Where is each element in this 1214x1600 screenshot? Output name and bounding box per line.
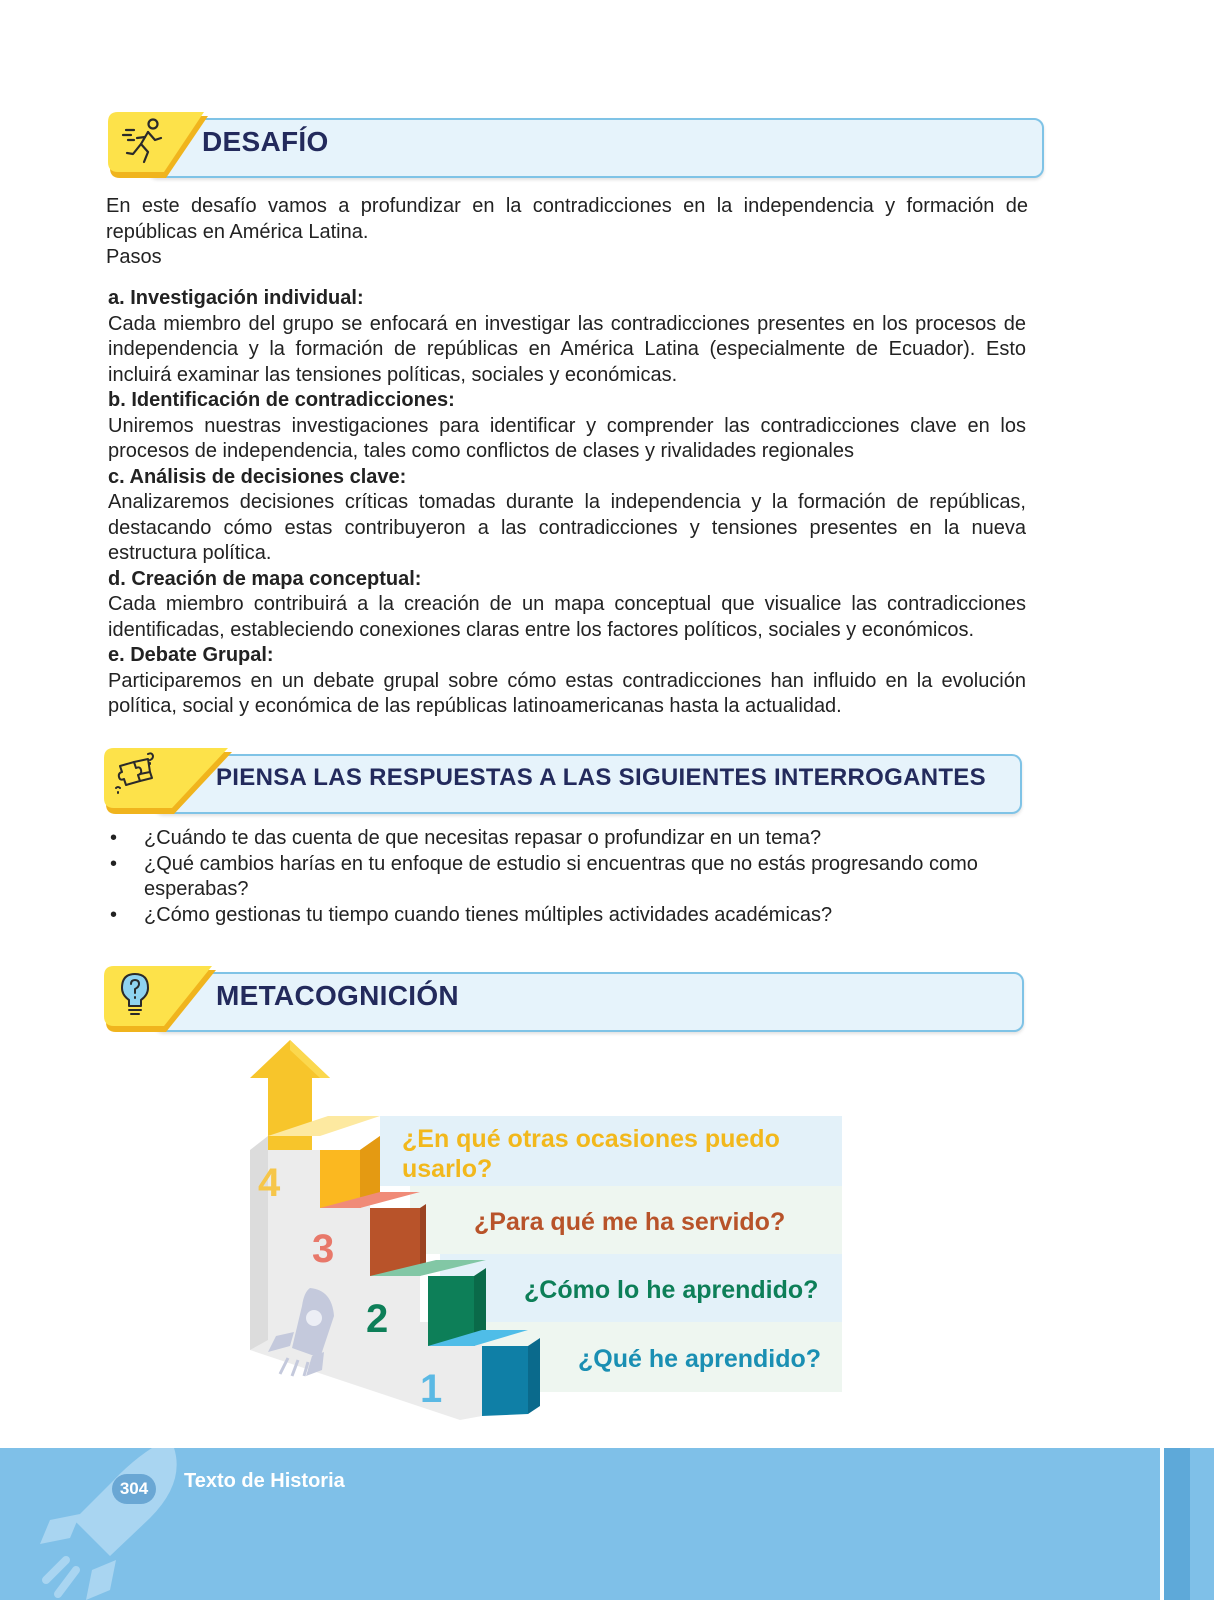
step-body: Participaremos en un debate grupal sobre cómo estas contradicciones han influido en la evolución política, social y económica de las repúblicas latinoamericanas hasta la actualidad.: [108, 669, 1026, 717]
step-1-front: [482, 1346, 528, 1416]
step-1-side: [528, 1338, 540, 1414]
step-heading: d. Creación de mapa conceptual:: [108, 567, 422, 590]
section-title: DESAFÍO: [202, 126, 329, 157]
step-heading: a. Investigación individual:: [108, 287, 364, 309]
step-heading: b. Identificación de contradicciones:: [108, 389, 455, 411]
list-item: • ¿Cuándo te das cuenta de que necesitas repasar o profundizar en un tema?: [108, 826, 1048, 852]
piensa-banner: [104, 748, 1022, 816]
step-number: 4: [258, 1161, 281, 1205]
desafio-intro: En este desafío vamos a profundizar en la contradicciones en la independencia y formación de repúblicas en América Latina.: [106, 195, 1028, 243]
step-body: Uniremos nuestras investigaciones para identificar y comprender las contradicciones clave en los procesos de independencia, tales como conflictos de clases y rivalidades regionales: [108, 414, 1026, 462]
metacognition-question-3: ¿Para qué me ha servido?: [474, 1208, 786, 1236]
desafio-banner: [108, 112, 1044, 180]
banner-tab: [104, 748, 234, 816]
step-body: Analizaremos decisiones críticas tomadas durante la independencia y la formación de repúblicas, destacando cómo estas contribuyeron a las contradicciones y tensiones presentes en la nueva estructura política.: [108, 491, 1026, 564]
metacognition-question-1: ¿Qué he aprendido?: [578, 1345, 822, 1373]
banner-tab: [104, 966, 234, 1034]
step-number: 2: [366, 1297, 389, 1341]
step-heading: c. Análisis de decisiones clave:: [108, 465, 407, 488]
rocket-icon: [40, 1448, 180, 1600]
metacognition-question-2: ¿Cómo lo he aprendido?: [524, 1276, 819, 1304]
metacognicion-banner: [104, 966, 1024, 1034]
pasos-label: Pasos: [106, 246, 162, 268]
book-title: Texto de Historia: [184, 1470, 345, 1492]
step-body: Cada miembro del grupo se enfocará en investigar las contradicciones presentes en los procesos de independencia y la formación de repúblicas en América Latina (especialmente de Ecuador). Esto incluirá examinar las tensiones políticas, sociales y económicas.: [108, 312, 1026, 386]
list-item: • ¿Qué cambios harías en tu enfoque de estudio si encuentras que no estás progresando como esperabas?: [108, 852, 1026, 903]
page-footer: [0, 1448, 1214, 1600]
metacognition-question-4: ¿En qué otras ocasiones puedo usarlo?: [402, 1125, 780, 1183]
step-heading: e. Debate Grupal:: [108, 644, 274, 666]
step-number: 1: [420, 1367, 443, 1411]
section-title: METACOGNICIÓN: [216, 980, 459, 1011]
questions-list: [108, 826, 1048, 928]
step-body: Cada miembro contribuirá a la creación de un mapa conceptual que visualice las contradicciones identificadas, estableciendo conexiones claras entre los factores políticos, sociales y económicos.: [108, 593, 1026, 641]
section-title: PIENSA LAS RESPUESTAS A LAS SIGUIENTES INTERROGANTES: [216, 764, 986, 791]
steps-list: [108, 286, 1026, 720]
footer-edge-strip: [1160, 1448, 1190, 1600]
step-number: 3: [312, 1227, 335, 1271]
list-item: • ¿Cómo gestionas tu tiempo cuando tienes múltiples actividades académicas?: [108, 903, 1048, 929]
page-number: 304: [112, 1474, 156, 1504]
